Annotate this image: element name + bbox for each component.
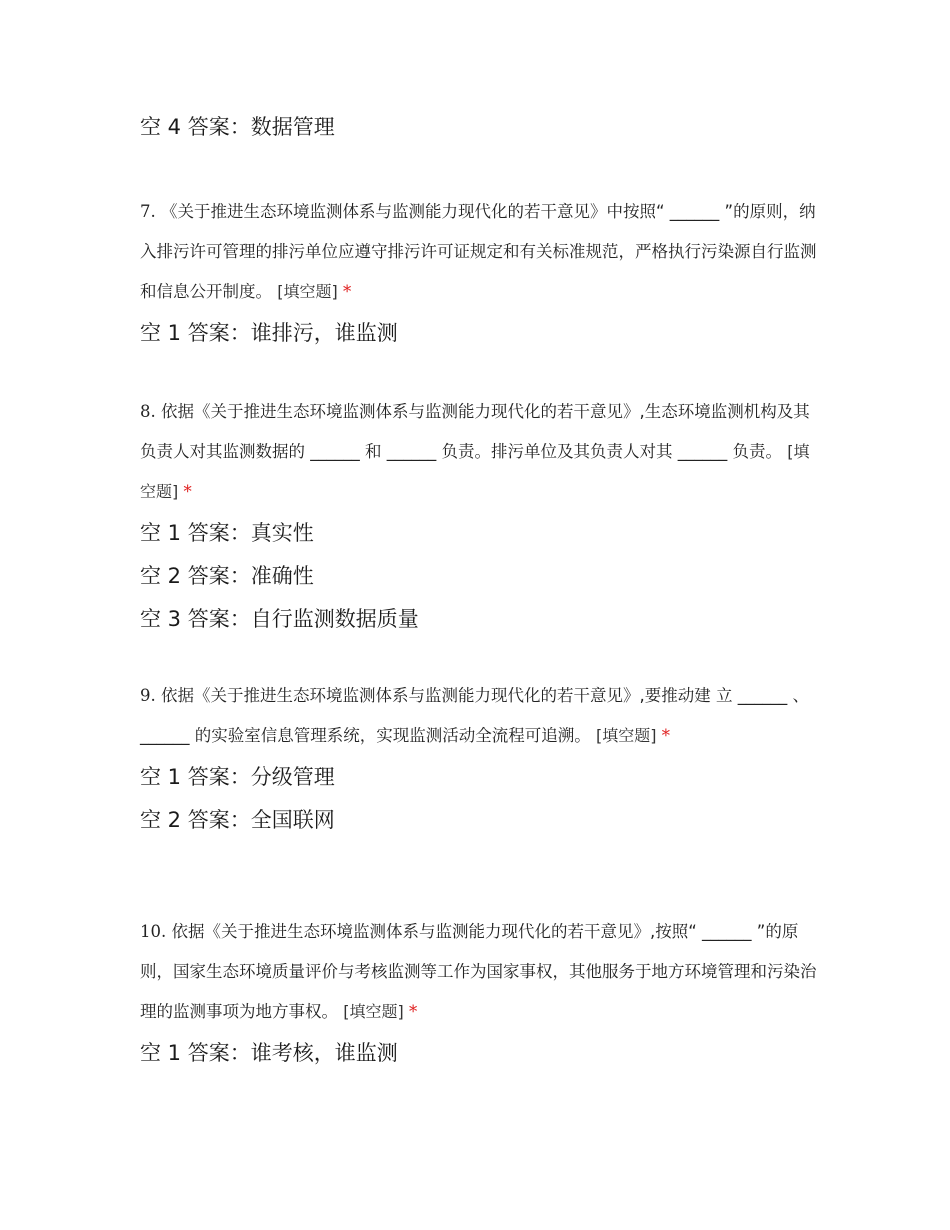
- question-text: [140, 912, 820, 1032]
- answer-label: 空 2 答案：: [140, 564, 251, 588]
- answer-line: [140, 799, 820, 842]
- answer-label: 空 4 答案：: [140, 115, 251, 139]
- question-body: 依据《关于推进生态环境监测体系与监测能力现代化的若干意见》,按照“ ______ ”的原则，国家生态环境质量评价与考核监测等工作为国家事权，其他服务于地方环境管理和污染治理的监测事项为地方事权。: [140, 922, 817, 1021]
- question-10: [140, 912, 820, 1075]
- answer-line: [140, 512, 820, 555]
- question-number: 8.: [140, 402, 156, 421]
- question-8: [140, 392, 820, 641]
- answer-value: 全国联网: [250, 808, 335, 832]
- answer-label: 空 1 答案：: [140, 321, 251, 345]
- answer-label: 空 2 答案：: [140, 808, 251, 832]
- required-marker: *: [409, 1002, 418, 1021]
- question-number: 10.: [140, 922, 167, 941]
- question-body: 依据《关于推进生态环境监测体系与监测能力现代化的若干意见》,要推动建 立 ______ 、______ 的实验室信息管理系统，实现监测活动全流程可追溯。: [140, 686, 809, 745]
- answer-line: [140, 106, 820, 149]
- question-text: [140, 392, 820, 512]
- answer-line: [140, 756, 820, 799]
- answer-value: 自行监测数据质量: [250, 607, 419, 631]
- question-type-tag: [填空题]: [596, 726, 657, 745]
- answer-line: [140, 555, 820, 598]
- required-marker: *: [343, 282, 352, 301]
- question-9: [140, 676, 820, 842]
- answer-label: 空 1 答案：: [140, 1041, 251, 1065]
- answer-line: [140, 598, 820, 641]
- question-number: 9.: [140, 686, 156, 705]
- answer-line: [140, 1032, 820, 1075]
- answer-label: 空 1 答案：: [140, 521, 251, 545]
- question-number: 7.: [140, 202, 156, 221]
- question-text: [140, 192, 820, 312]
- answer-value: 分级管理: [250, 765, 335, 789]
- answer-value: 谁排污，谁监测: [250, 321, 398, 345]
- answer-label: 空 1 答案：: [140, 765, 251, 789]
- required-marker: *: [183, 482, 192, 501]
- answer-line: [140, 312, 820, 355]
- question-type-tag: [填空题]: [277, 282, 338, 301]
- required-marker: *: [661, 726, 670, 745]
- question-text: [140, 676, 820, 756]
- question-type-tag: [填空题]: [343, 1002, 404, 1021]
- question-type-tag: [填空题]: [140, 442, 810, 501]
- answer-label: 空 3 答案：: [140, 607, 251, 631]
- question-body: 依据《关于推进生态环境监测体系与监测能力现代化的若干意见》,生态环境监测机构及其负责人对其监测数据的 ______ 和 ______ 负责。排污单位及其负责人对其 ______ 负责。: [140, 402, 810, 461]
- question-7: [140, 192, 820, 355]
- answer-value: 数据管理: [250, 115, 335, 139]
- answer-value: 真实性: [250, 521, 314, 545]
- answer-value: 准确性: [250, 564, 314, 588]
- answer-value: 谁考核，谁监测: [250, 1041, 398, 1065]
- question-body: 《关于推进生态环境监测体系与监测能力现代化的若干意见》中按照“ ______ ”的原则，纳入排污许可管理的排污单位应遵守排污许可证规定和有关标准规范，严格执行污染源自行监测和信息公开制度。: [140, 202, 817, 301]
